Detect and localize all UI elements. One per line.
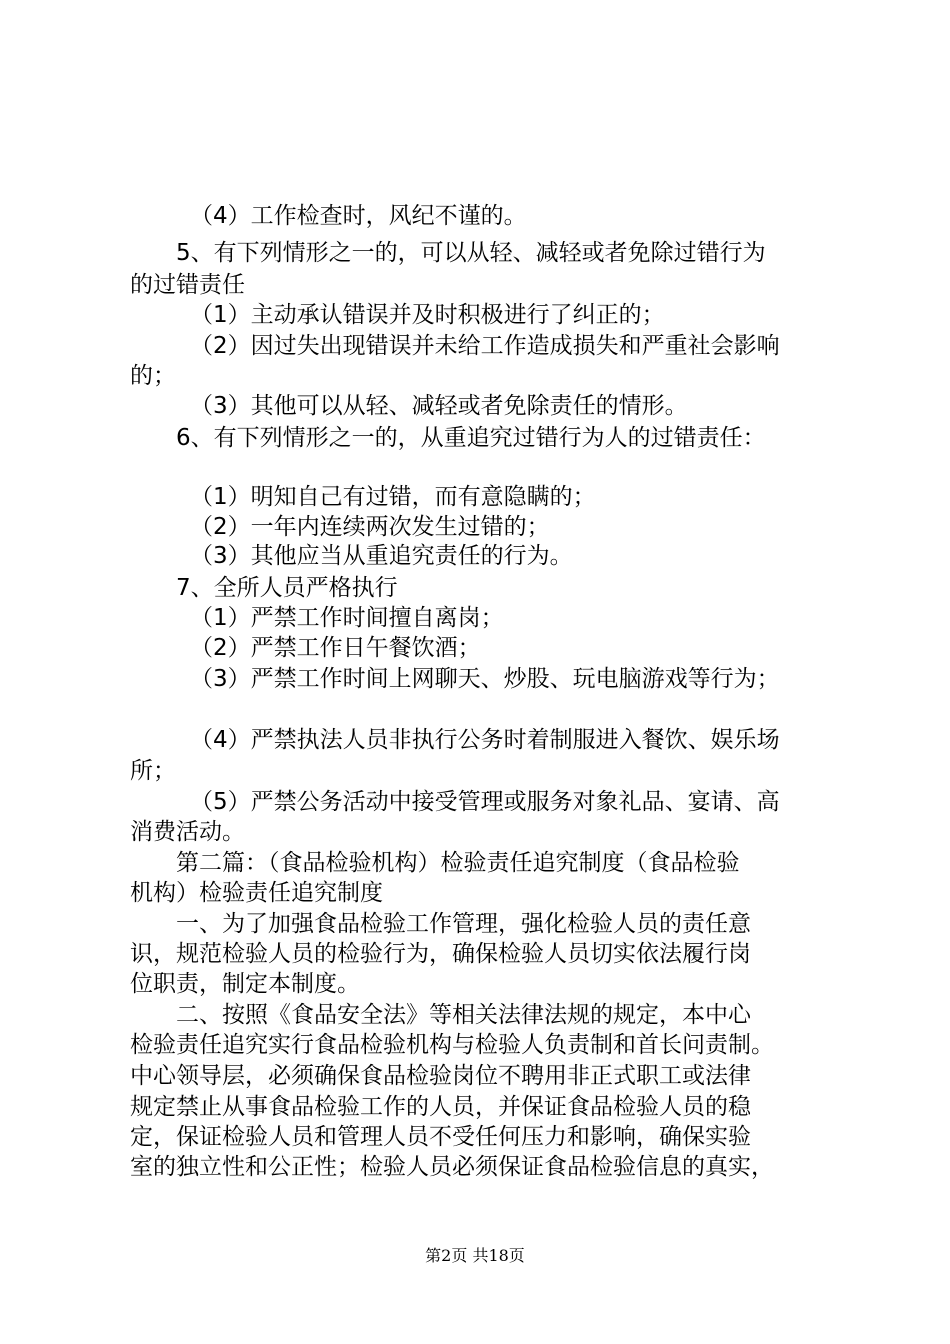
body-line: 第二篇：（食品检验机构）检验责任追究制度（食品检验 — [176, 850, 740, 876]
body-line: 检验责任追究实行食品检验机构与检验人负责制和首长问责制。 — [130, 1032, 774, 1058]
body-line: 6、有下列情形之一的，从重追究过错行为人的过错责任： — [176, 425, 766, 451]
body-line: （1）严禁工作时间擅自离岗； — [190, 605, 504, 631]
body-line: 的； — [130, 363, 176, 389]
body-line: 5、有下列情形之一的，可以从轻、减轻或者免除过错行为 — [176, 240, 766, 266]
body-line: （1）主动承认错误并及时积极进行了纠正的； — [190, 302, 665, 328]
body-line: 消费活动。 — [130, 819, 245, 845]
body-line: 二、按照《食品安全法》等相关法律法规的规定，本中心 — [176, 1002, 751, 1028]
body-line: 7、全所人员严格执行 — [176, 575, 398, 601]
body-line: 一、为了加强食品检验工作管理，强化检验人员的责任意 — [176, 911, 751, 937]
body-line: 定，保证检验人员和管理人员不受任何压力和影响，确保实验 — [130, 1124, 751, 1150]
body-line: （2）因过失出现错误并未给工作造成损失和严重社会影响 — [190, 333, 780, 359]
body-line: 机构）检验责任追究制度 — [130, 880, 383, 906]
body-line: （3）其他应当从重追究责任的行为。 — [190, 543, 573, 569]
body-line: 规定禁止从事食品检验工作的人员，并保证食品检验人员的稳 — [130, 1094, 751, 1120]
body-line: 中心领导层，必须确保食品检验岗位不聘用非正式职工或法律 — [130, 1063, 751, 1089]
body-line: （2）一年内连续两次发生过错的； — [190, 514, 550, 540]
body-line: 所； — [130, 758, 176, 784]
body-line: （2）严禁工作日午餐饮酒； — [190, 635, 481, 661]
body-line: （3）严禁工作时间上网聊天、炒股、玩电脑游戏等行为； — [190, 666, 780, 692]
body-line: （4）严禁执法人员非执行公务时着制服进入餐饮、娱乐场 — [190, 727, 780, 753]
body-line: （1）明知自己有过错，而有意隐瞒的； — [190, 484, 596, 510]
body-line: 室的独立性和公正性；检验人员必须保证食品检验信息的真实， — [130, 1154, 774, 1180]
body-line: 位职责，制定本制度。 — [130, 971, 360, 997]
body-line: 的过错责任 — [130, 272, 245, 298]
body-line: （5）严禁公务活动中接受管理或服务对象礼品、宴请、高 — [190, 789, 780, 815]
body-line: （4）工作检查时，风纪不谨的。 — [190, 203, 527, 229]
page-footer: 第2页 共18页 — [425, 1246, 525, 1265]
body-line: （3）其他可以从轻、减轻或者免除责任的情形。 — [190, 393, 688, 419]
body-line: 识，规范检验人员的检验行为，确保检验人员切实依法履行岗 — [130, 941, 751, 967]
